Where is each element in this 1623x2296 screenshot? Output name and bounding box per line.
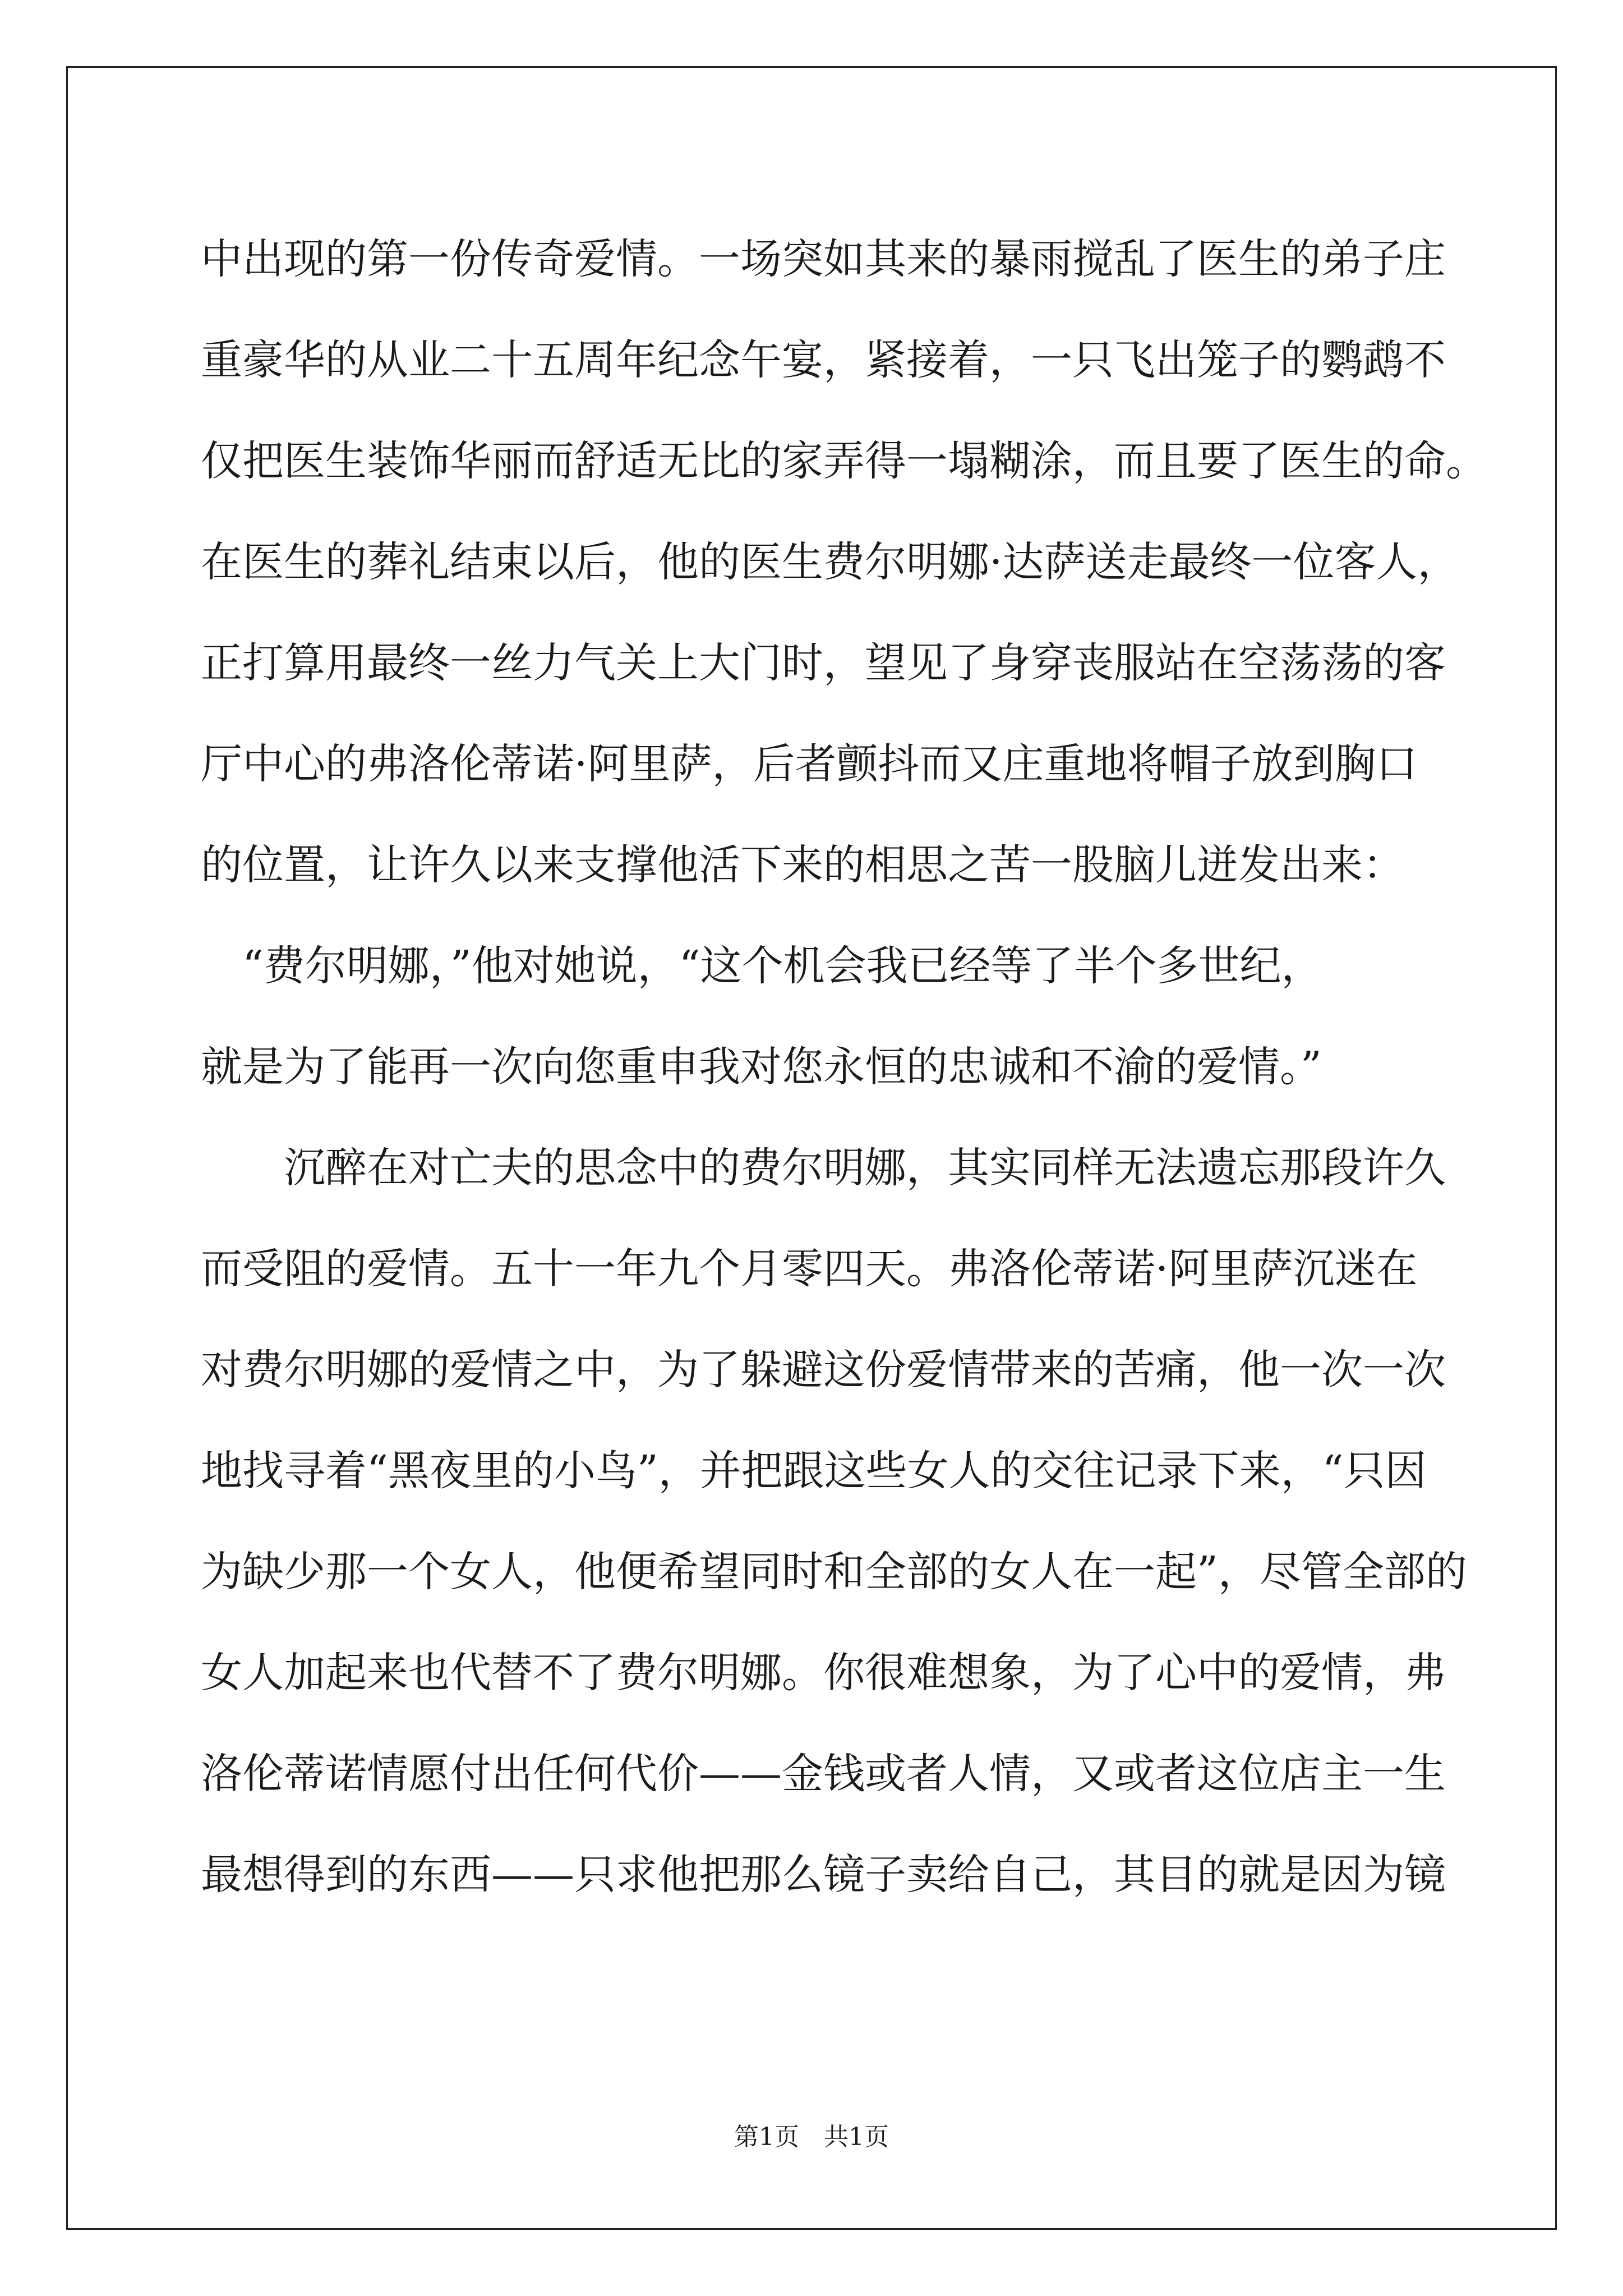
text-line: 中出现的第一份传奇爱情。一场突如其来的暴雨搅乱了医生的弟子庄 — [201, 235, 1446, 283]
text-line: 沉醉在对亡夫的思念中的费尔明娜，其实同样无法遗忘那段许久 — [201, 1144, 1446, 1192]
page-number-footer: 第1页 共1页 — [734, 2123, 889, 2151]
text-line: 最想得到的东西——只求他把那么镜子卖给自己，其目的就是因为镜 — [201, 1851, 1446, 1899]
text-line: “费尔明娜，”他对她说，“这个机会我已经等了半个多世纪， — [201, 942, 1323, 990]
document-body — [201, 209, 1487, 1925]
text-line: 在医生的葬礼结束以后，他的医生费尔明娜·达萨送走最终一位客人， — [201, 538, 1459, 586]
text-line: 厅中心的弗洛伦蒂诺·阿里萨，后者颤抖而又庄重地将帽子放到胸口 — [201, 740, 1418, 788]
text-line: 就是为了能再一次向您重申我对您永恒的忠诚和不渝的爱情。” — [201, 1043, 1322, 1091]
text-line: 仅把医生装饰华丽而舒适无比的家弄得一塌糊涂，而且要了医生的命。 — [201, 437, 1487, 485]
text-line: 而受阻的爱情。五十一年九个月零四天。弗洛伦蒂诺·阿里萨沉迷在 — [201, 1245, 1418, 1293]
text-line: 女人加起来也代替不了费尔明娜。你很难想象，为了心中的爱情，弗 — [201, 1649, 1446, 1697]
text-line: 正打算用最终一丝力气关上大门时，望见了身穿丧服站在空荡荡的客 — [201, 639, 1446, 687]
text-line: 对费尔明娜的爱情之中，为了躲避这份爱情带来的苦痛，他一次一次 — [201, 1346, 1446, 1394]
text-line: 的位置，让许久以来支撑他活下来的相思之苦一股脑儿迸发出来： — [201, 841, 1404, 889]
text-line: 重豪华的从业二十五周年纪念午宴，紧接着，一只飞出笼子的鹦鹉不 — [201, 336, 1446, 384]
text-line: 为缺少那一个女人，他便希望同时和全部的女人在一起”，尽管全部的 — [201, 1548, 1467, 1596]
text-line: 地找寻着“黑夜里的小鸟”，并把跟这些女人的交往记录下来，“只因 — [201, 1447, 1427, 1495]
text-line: 洛伦蒂诺情愿付出任何代价——金钱或者人情，又或者这位店主一生 — [201, 1750, 1446, 1798]
